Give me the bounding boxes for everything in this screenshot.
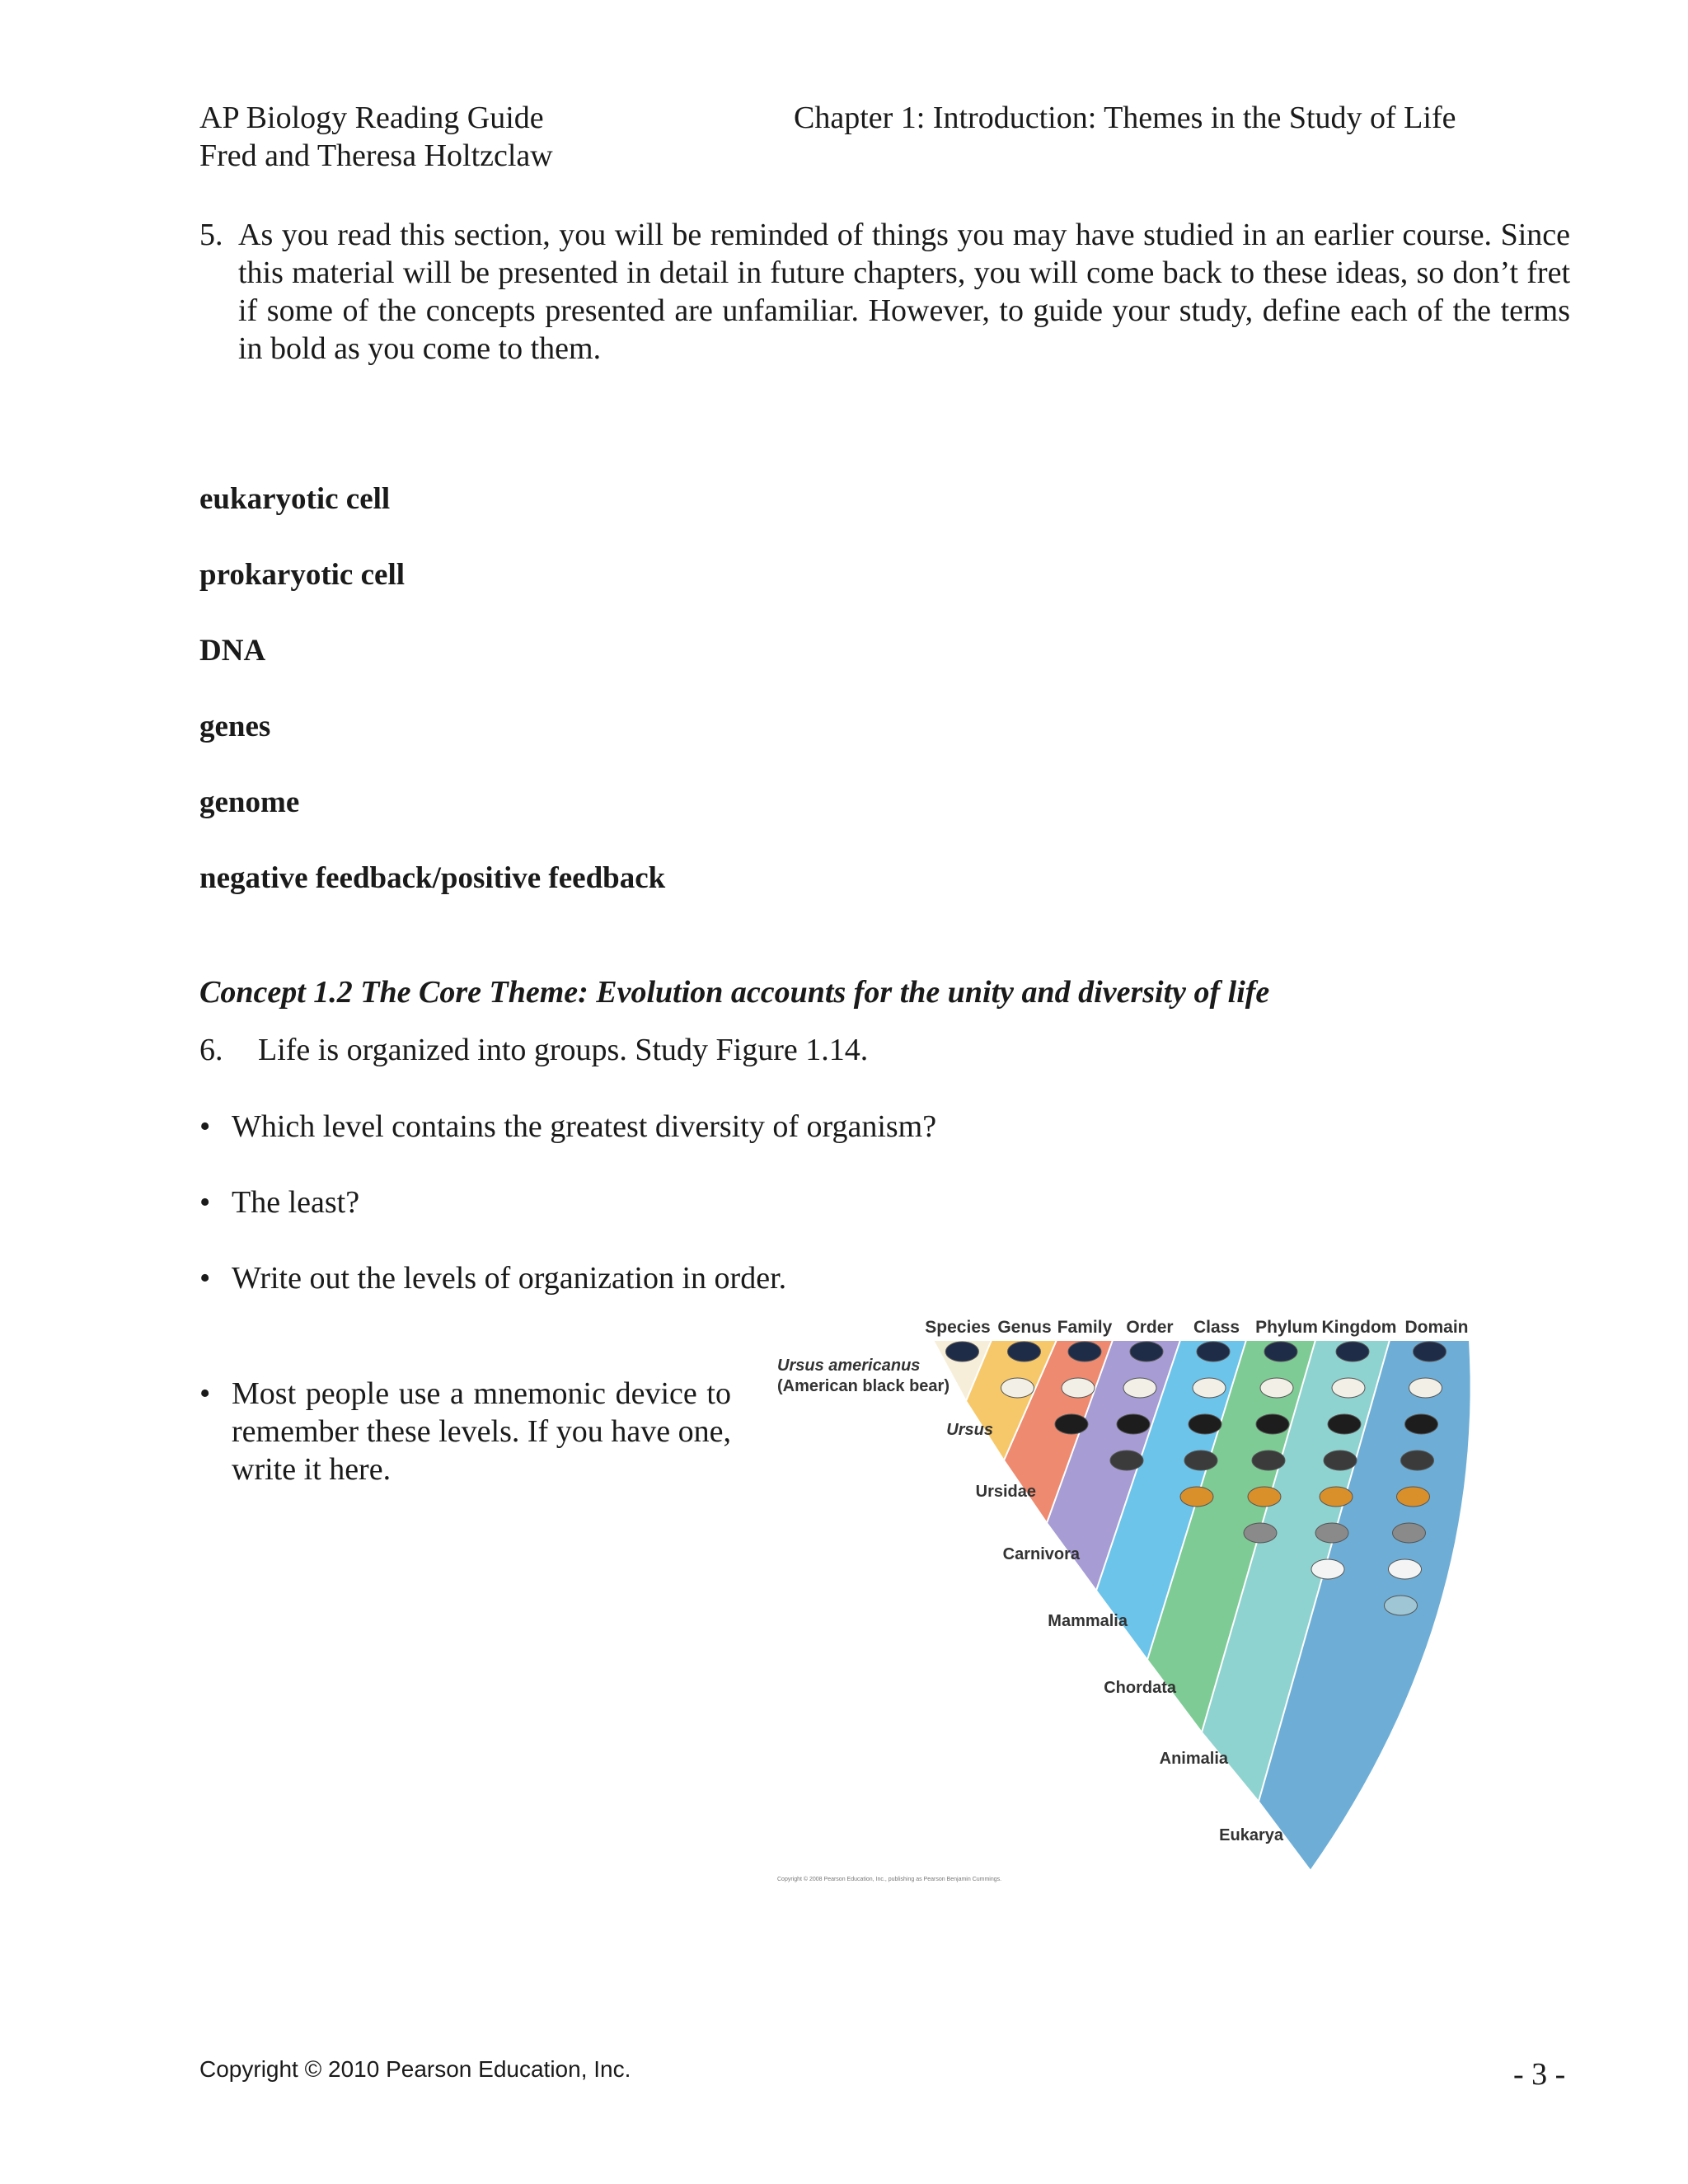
question-6-text: Life is organized into groups. Study Figure 1.14. (258, 1033, 869, 1067)
bullet-text: Which level contains the greatest diversity of organism? (232, 1109, 937, 1144)
term-genome: genome (199, 785, 300, 819)
dolphin-icon (1385, 1596, 1418, 1615)
page-number: - 3 - (1513, 2057, 1566, 2092)
question-6-number: 6. (199, 1033, 223, 1067)
panda-icon (1256, 1414, 1289, 1434)
level-label-phylum: Chordata (1104, 1679, 1176, 1697)
bullet-item (199, 1183, 776, 1221)
column-header-species: Species (925, 1318, 991, 1337)
bullet-item (199, 1108, 937, 1146)
bear-icon (1130, 1342, 1163, 1361)
polar-bear-icon (1123, 1378, 1156, 1398)
bullet-dot: • (199, 1185, 211, 1220)
column-header-domain: Domain (1404, 1318, 1469, 1337)
column-header-order: Order (1126, 1318, 1174, 1337)
wolf-icon (1393, 1523, 1426, 1543)
panda-icon (1189, 1414, 1221, 1434)
leopard-icon (1320, 1487, 1353, 1507)
column-header-phylum: Phylum (1255, 1318, 1318, 1337)
level-label-order: Carnivora (1002, 1545, 1080, 1563)
zebra-icon (1311, 1559, 1344, 1579)
wolf-icon (1315, 1523, 1348, 1543)
species-name: Ursus americanus (777, 1357, 921, 1375)
column-header-genus: Genus (997, 1318, 1052, 1337)
bear-icon (1414, 1342, 1447, 1361)
footer-copyright: Copyright © 2010 Pearson Education, Inc. (199, 2056, 631, 2082)
level-label-class: Mammalia (1048, 1612, 1128, 1630)
leopard-icon (1397, 1487, 1430, 1507)
bullet-text: Write out the levels of organization in order. (232, 1261, 787, 1296)
panda-icon (1055, 1414, 1088, 1434)
wolf-icon (1244, 1523, 1277, 1543)
raccoon-icon (1324, 1451, 1357, 1470)
bullet-dot: • (199, 1109, 211, 1144)
level-label-domain: Eukarya (1219, 1826, 1283, 1844)
bear-icon (1336, 1342, 1369, 1361)
question-5-number: 5. (199, 218, 223, 252)
species-common-name: (American black bear) (777, 1377, 950, 1395)
panda-icon (1117, 1414, 1150, 1434)
term-dna: DNA (199, 634, 266, 668)
header-left-line2: Fred and Theresa Holtzclaw (199, 138, 553, 173)
bullet-text: The least? (232, 1185, 360, 1220)
polar-bear-icon (1409, 1378, 1442, 1398)
term-feedback: negative feedback/positive feedback (199, 861, 666, 895)
bear-icon (946, 1342, 979, 1361)
bullet-dot: • (199, 1261, 211, 1296)
question-5-text: As you read this section, you will be reminded of things you may have studied in an earlier course. Since this material will be presented in detail in future chapters, you will come back to these ideas, so don’t fret if some of the concepts presented are unfamiliar. However, to guide your study, define each of the terms in bold as you come to them. (238, 218, 1570, 366)
raccoon-icon (1401, 1451, 1434, 1470)
zebra-icon (1389, 1559, 1422, 1579)
taxonomy-figure (767, 1310, 1475, 1887)
raccoon-icon (1184, 1451, 1217, 1470)
bullet-item (199, 1375, 731, 1488)
polar-bear-icon (1260, 1378, 1293, 1398)
bullet-item (199, 1259, 941, 1297)
panda-icon (1405, 1414, 1438, 1434)
concept-heading: Concept 1.2 The Core Theme: Evolution accounts for the unity and diversity of life (199, 975, 1270, 1010)
term-genes: genes (199, 710, 271, 743)
polar-bear-icon (1062, 1378, 1095, 1398)
panda-icon (1328, 1414, 1361, 1434)
raccoon-icon (1110, 1451, 1143, 1470)
level-label-family: Ursidae (975, 1483, 1036, 1501)
bear-icon (1008, 1342, 1041, 1361)
bullet-text: Most people use a mnemonic device to remember these levels. If you have one, write it here. (232, 1376, 731, 1487)
polar-bear-icon (1332, 1378, 1365, 1398)
polar-bear-icon (1193, 1378, 1226, 1398)
raccoon-icon (1252, 1451, 1285, 1470)
term-prokaryotic-cell: prokaryotic cell (199, 558, 406, 592)
bullet-dot: • (199, 1376, 211, 1411)
polar-bear-icon (1001, 1378, 1034, 1398)
level-label-genus: Ursus (946, 1421, 993, 1439)
header-left-line1: AP Biology Reading Guide (199, 101, 544, 135)
leopard-icon (1248, 1487, 1281, 1507)
bear-icon (1068, 1342, 1101, 1361)
column-header-kingdom: Kingdom (1321, 1318, 1397, 1337)
figure-copyright: Copyright © 2008 Pearson Education, Inc., publishing as Pearson Benjamin Cummings. (777, 1877, 1002, 1882)
bear-icon (1197, 1342, 1230, 1361)
level-label-kingdom: Animalia (1159, 1750, 1228, 1768)
leopard-icon (1180, 1487, 1213, 1507)
column-header-class: Class (1193, 1318, 1240, 1337)
header-chapter-title: Chapter 1: Introduction: Themes in the Study of Life (794, 101, 1456, 135)
term-eukaryotic-cell: eukaryotic cell (199, 482, 391, 516)
column-header-family: Family (1057, 1318, 1113, 1337)
bear-icon (1264, 1342, 1297, 1361)
